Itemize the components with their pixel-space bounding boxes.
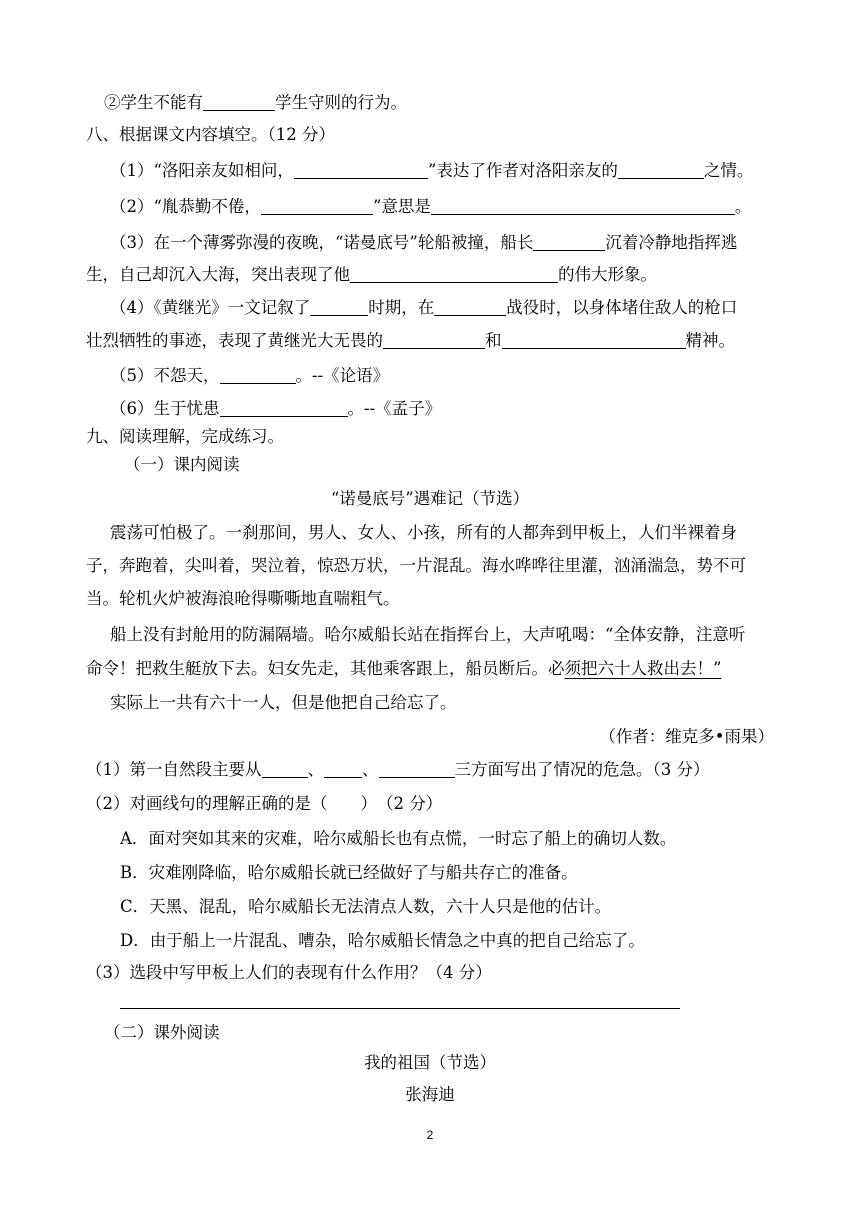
text: 。--《论语》 — [295, 366, 390, 385]
option-b: B．灾难刚降临，哈尔威船长就已经做好了与船共存亡的准备。 — [120, 863, 578, 882]
part1-label: （一）课内阅读 — [124, 455, 240, 474]
underlined-sentence: 须把六十人救出去！” — [564, 659, 722, 678]
passage-p1-line1: 震荡可怕极了。一刹那间，男人、女人、小孩，所有的人都奔到甲板上，人们半裸着身 — [110, 523, 737, 542]
answer-blank[interactable] — [383, 332, 485, 349]
p1-q3: （3）选段中写甲板上人们的表现有什么作用？（4 分） — [86, 963, 492, 982]
item-7-2 — [104, 92, 407, 114]
text: 生，自己却沉入大海，突出表现了他 — [86, 265, 350, 284]
text: ②学生不能有 — [104, 93, 203, 112]
passage-p1-line2: 子，奔跑着，尖叫着，哭泣着，惊恐万状，一片混乱。海水哗哗往里灌，汹涌湍急，势不可 — [86, 556, 746, 575]
answer-blank[interactable] — [350, 266, 558, 283]
text: 沉着冷静地指挥逃 — [605, 233, 738, 252]
p1-q2: （2）对画线句的理解正确的是（ ） （2 分） — [86, 794, 443, 813]
section-9-heading: 九、阅读理解，完成练习。 — [86, 427, 284, 446]
text: 三方面写出了情况的危急。（3 分） — [454, 760, 710, 779]
text: （2）“胤恭勤不倦， — [110, 197, 261, 216]
s8-q5 — [110, 365, 389, 387]
answer-blank[interactable] — [220, 367, 296, 384]
text: 、 — [307, 760, 324, 779]
s8-q1 — [110, 160, 753, 182]
text: 战役时，以身体堵住敌人的枪口 — [506, 298, 738, 317]
s8-q6 — [110, 398, 441, 420]
text: 时期，在 — [368, 298, 435, 317]
answer-blank[interactable] — [310, 299, 368, 316]
text: （6）生于忧患 — [110, 399, 220, 418]
text: 壮烈牺牲的事迹，表现了黄继光大无畏的 — [86, 331, 383, 350]
s8-q3-line2 — [86, 264, 657, 286]
option-a: A．面对突如其来的灾难，哈尔威船长也有点慌，一时忘了船上的确切人数。 — [120, 829, 677, 848]
passage-author: （作者：维克多•雨果） — [599, 727, 774, 746]
text: （3）在一个薄雾弥漫的夜晚，“诺曼底号”轮船被撞，船长 — [110, 233, 534, 252]
answer-blank[interactable] — [379, 761, 455, 778]
text: 。--《孟子》 — [347, 399, 442, 418]
answer-line[interactable] — [120, 1008, 680, 1009]
answer-blank[interactable] — [502, 332, 686, 349]
passage-p3: 实际上一共有六十一人，但是他把自己给忘了。 — [110, 693, 457, 712]
section-8-heading: 八、根据课文内容填空。（12 分） — [86, 125, 335, 144]
answer-blank[interactable] — [262, 761, 308, 778]
text: 和 — [485, 331, 502, 350]
s8-q4-line1 — [110, 297, 737, 319]
passage-p1-line3: 当。轮机火炉被海浪呛得嘶嘶地直喘粗气。 — [86, 589, 400, 608]
answer-blank[interactable] — [533, 234, 605, 251]
option-c: C．天黑、混乱，哈尔威船长无法清点人数，六十人只是他的估计。 — [120, 897, 612, 916]
answer-blank[interactable] — [261, 198, 373, 215]
text: ”意思是 — [372, 197, 431, 216]
text: （5）不怨天， — [110, 366, 220, 385]
answer-blank[interactable] — [618, 162, 704, 179]
text: 命令！把救生艇放下去。妇女先走，其他乘客跟上，船员断后。必 — [86, 659, 565, 678]
passage-p2-line2 — [86, 658, 721, 680]
answer-blank[interactable] — [324, 761, 362, 778]
p1-q1 — [86, 759, 710, 781]
answer-blank[interactable] — [431, 198, 735, 215]
passage-title: “诺曼底号”遇难记（节选） — [330, 489, 530, 508]
s8-q2 — [110, 196, 751, 218]
text: 。 — [734, 197, 752, 216]
text: 学生守则的行为。 — [275, 93, 407, 112]
part2-label: （二）课外阅读 — [104, 1023, 220, 1042]
text: ”表达了作者对洛阳亲友的 — [427, 161, 618, 180]
part2-title: 我的祖国（节选） — [364, 1053, 496, 1072]
text: （1）“洛阳亲友如相问， — [110, 161, 294, 180]
answer-blank[interactable] — [294, 162, 428, 179]
passage-p2-line1: 船上没有封舱用的防漏隔墙。哈尔威船长站在指挥台上，大声吼喝：“全体安静，注意听 — [110, 625, 746, 644]
answer-blank[interactable] — [220, 400, 348, 417]
page-number: 2 — [426, 1128, 434, 1142]
text: （4）《黄继光》一文记叙了 — [110, 298, 311, 317]
option-d: D．由于船上一片混乱、嘈杂，哈尔威船长情急之中真的把自己给忘了。 — [120, 931, 645, 950]
answer-blank[interactable] — [203, 94, 275, 111]
s8-q3-line1 — [110, 232, 737, 254]
answer-blank[interactable] — [434, 299, 506, 316]
text: 的伟大形象。 — [558, 265, 657, 284]
part2-author: 张海迪 — [405, 1085, 455, 1104]
text: 之情。 — [703, 161, 754, 180]
text: 、 — [362, 760, 379, 779]
text: 精神。 — [685, 331, 735, 350]
text: （1）第一自然段主要从 — [86, 760, 262, 779]
s8-q4-line2 — [86, 330, 735, 352]
